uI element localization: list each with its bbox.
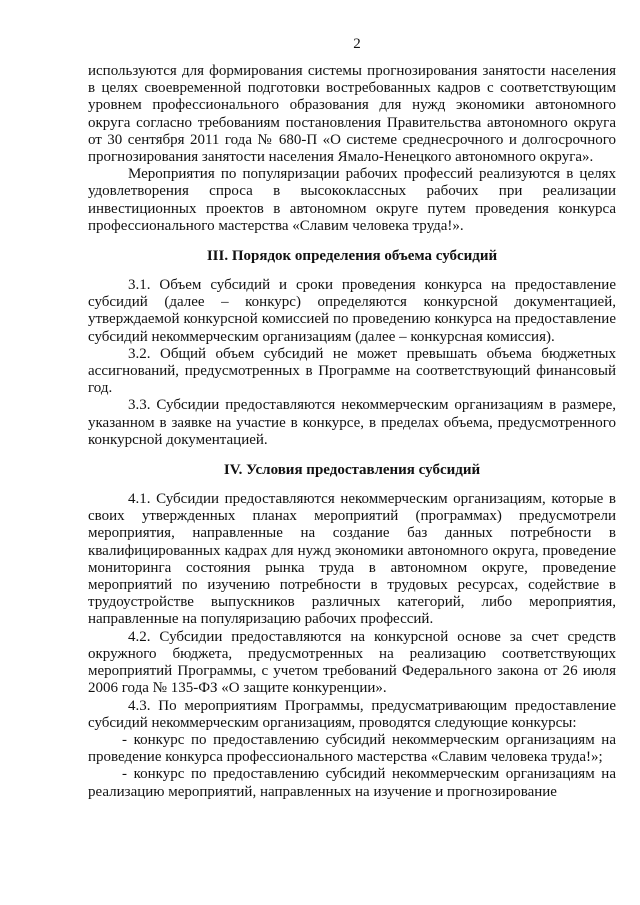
paragraph-4-3: 4.3. По мероприятиям Программы, предусматривающим предоставление субсидий некоммерческим организациям, проводятся следующие конкурсы:: [88, 697, 616, 731]
section-heading-iii: III. Порядок определения объема субсидий: [206, 248, 498, 265]
paragraph-4-2: 4.2. Субсидии предоставляются на конкурсной основе за счет средств окружного бюджета, предусмотренных на реализацию соответствующих мероприятий Программы, с учетом требований Федерального закона от 26 июля 2006 года № 135-ФЗ «О защите конкуренции».: [88, 628, 616, 697]
paragraph-3-1: 3.1. Объем субсидий и сроки проведения конкурса на предоставление субсидий (далее – конкурс) определяются конкурсной документацией, утверждаемой конкурсной комиссией по проведению конкурса на предоставление субсидий некоммерческим организациям (далее – конкурсная комиссия).: [88, 277, 616, 345]
paragraph-popularization: Мероприятия по популяризации рабочих профессий реализуются в целях удовлетворения спроса в высококлассных рабочих при реализации инвестиционных проектов в автономном округе путем проведения конкурса профессионального мастерства «Славим человека труда!».: [88, 166, 616, 234]
paragraph-4-1: 4.1. Субсидии предоставляются некоммерческим организациям, которые в своих утвержденных планах мероприятий (программах) предусмотрели мероприятия, направленные на создание баз данных потребности в квалифицированных кадрах для нужд экономики автономного округа, проведение мониторинга состояния рынка труда в автономном округе, проведение мероприятий по изучению потребности в трудовых ресурсах, содействие в трудоустройстве выпускников различных категорий, либо мероприятия, направленные на популяризацию рабочих профессий.: [88, 491, 616, 628]
paragraph-3-2: 3.2. Общий объем субсидий не может превышать объема бюджетных ассигнований, предусмотренных в Программе на соответствующий финансовый год.: [88, 345, 616, 397]
paragraph-continuation: используются для формирования системы прогнозирования занятости населения в целях своевременной подготовки востребованных кадров с соответствующим уровнем профессионального образования для нужд экономики автономного округа согласно требованиям постановления Правительства автономного округа от 30 сентября 2011 года № 680-П «О системе среднесрочного и долгосрочного прогнозирования занятости населения Ямало-Ненецкого автономного округа».: [88, 63, 616, 166]
list-item-contest-forecasting: - конкурс по предоставлению субсидий некоммерческим организациям на реализацию мероприятий, направленных на изучение и прогнозирование: [88, 766, 616, 800]
page-number: 2: [353, 36, 361, 52]
paragraph-3-3: 3.3. Субсидии предоставляются некоммерческим организациям в размере, указанном в заявке на участие в конкурсе, в пределах объема, предусмотренного конкурсной документацией.: [88, 397, 616, 448]
list-item-contest-labor: - конкурс по предоставлению субсидий некоммерческим организациям на проведение конкурса профессионального мастерства «Славим человека труда!»;: [88, 731, 616, 766]
section-heading-iv: IV. Условия предоставления субсидий: [223, 462, 481, 479]
